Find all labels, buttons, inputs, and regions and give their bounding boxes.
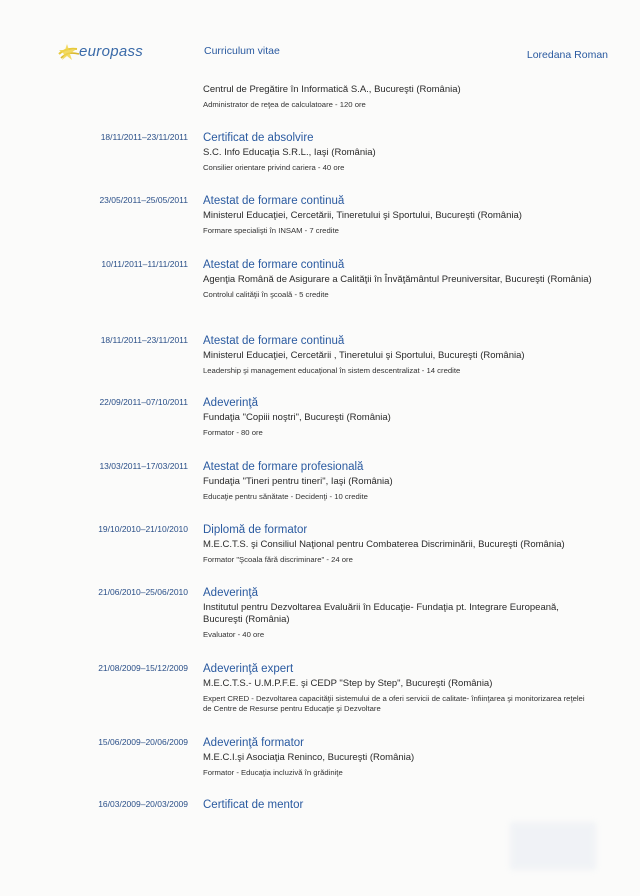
entry-description: Evaluator - 40 ore	[203, 630, 265, 639]
entry-title: Adeverinţă formator	[203, 737, 304, 749]
entry-date: 23/05/2011–25/05/2011	[99, 195, 188, 205]
entry-organization: M.E.C.T.S.- U.M.P.F.E. şi CEDP "Step by Step", Bucureşti (România)	[203, 678, 493, 689]
entry-title: Certificat de mentor	[203, 799, 304, 811]
entry-title: Adeverinţă	[203, 397, 258, 409]
entry-description: Consilier orientare privind cariera - 40 ore	[203, 163, 345, 172]
entry-description: Administrator de reţea de calculatoare - 120 ore	[203, 100, 366, 109]
entry-date: 16/03/2009–20/03/2009	[98, 799, 188, 809]
document-title: Curriculum vitae	[204, 45, 280, 57]
entry-date: 10/11/2011–11/11/2011	[101, 259, 188, 269]
entry-date: 18/11/2011–23/11/2011	[100, 132, 188, 142]
entry-organization: M.E.C.T.S. şi Consiliul Naţional pentru Combaterea Discriminării, Bucureşti (România)	[203, 539, 565, 550]
entry-date: 13/03/2011–17/03/2011	[99, 461, 188, 471]
entry-description: Controlul calităţii în şcoală - 5 credite	[203, 290, 329, 299]
entry-date: 22/09/2011–07/10/2011	[99, 397, 188, 407]
entry-title: Atestat de formare continuă	[203, 195, 345, 207]
entry-organization: S.C. Info Educaţia S.R.L., Iaşi (România)	[203, 147, 376, 158]
entry-description: Formator - Educaţia incluzivă în grădiniţe	[203, 768, 343, 777]
entry-organization: Centrul de Pregătire în Informatică S.A., Bucureşti (România)	[203, 84, 461, 95]
entry-description: Formare specialişti în INSAM - 7 credite	[203, 226, 339, 235]
entry-title: Atestat de formare profesională	[203, 461, 364, 473]
entry-organization: M.E.C.I.şi Asociaţia Reninco, Bucureşti (România)	[203, 752, 415, 763]
entry-title: Adeverinţă expert	[203, 663, 294, 675]
entry-description: Expert CRED - Dezvoltarea capacităţii sistemului de a oferi servicii de calitate- înfiinţarea şi monitorizarea reţelei de Centre de Resurse pentru Educaţie şi Dezvoltare	[203, 694, 585, 713]
scan-artifact	[510, 822, 596, 870]
europass-logo	[55, 40, 145, 70]
entry-title: Atestat de formare continuă	[203, 259, 345, 271]
entry-title: Adeverinţă	[203, 587, 258, 599]
entry-description: Formator - 80 ore	[203, 428, 263, 437]
entry-organization: Agenţia Română de Asigurare a Calităţii în Învăţământul Preuniversitar, Bucureşti (România)	[203, 274, 592, 285]
entry-organization: Ministerul Educaţiei, Cercetării, Tineretului şi Sportului, Bucureşti (România)	[203, 210, 522, 221]
entry-date: 21/08/2009–15/12/2009	[98, 663, 188, 673]
entry-title: Diplomă de formator	[203, 524, 308, 536]
entry-title: Atestat de formare continuă	[203, 335, 345, 347]
entry-date: 19/10/2010–21/10/2010	[98, 524, 188, 534]
entry-description: Educaţie pentru sănătate - Decidenţi - 10 credite	[203, 492, 368, 501]
entry-description: Leadership şi management educaţional în sistem descentralizat - 14 credite	[203, 366, 461, 375]
entry-date: 18/11/2011–23/11/2011	[100, 335, 188, 345]
entry-date: 15/06/2009–20/06/2009	[98, 737, 188, 747]
entry-title: Certificat de absolvire	[203, 132, 314, 144]
entry-organization: Fundaţia "Tineri pentru tineri", Iaşi (România)	[203, 476, 393, 487]
person-name: Loredana Roman	[526, 49, 608, 61]
entry-organization: Ministerul Educaţiei, Cercetării , Tineretului şi Sportului, Bucureşti (România)	[203, 350, 525, 361]
entry-organization: Fundaţia "Copiii noştri", Bucureşti (România)	[203, 412, 391, 423]
entry-date: 21/06/2010–25/06/2010	[98, 587, 188, 597]
entry-organization: Institutul pentru Dezvoltarea Evaluării în Educaţie- Fundaţia pt. Integrare Europeană, Bucureşti (România)	[203, 602, 559, 625]
entry-description: Formator "Şcoala fără discriminare" - 24 ore	[203, 555, 353, 564]
logo-wordmark: europass	[79, 43, 144, 60]
